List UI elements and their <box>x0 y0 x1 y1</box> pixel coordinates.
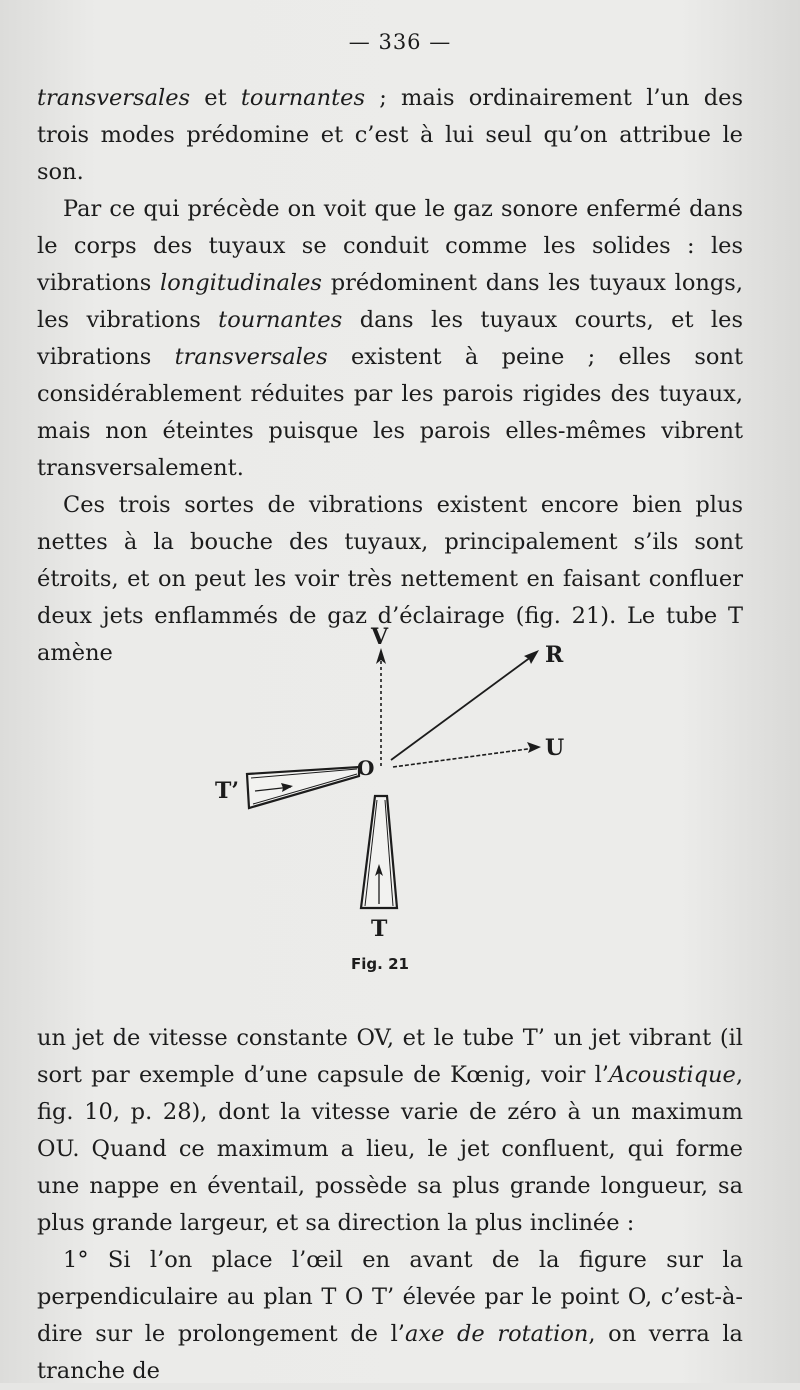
body-text-bottom <box>37 1020 743 1390</box>
arrowhead-u <box>527 742 541 753</box>
label-t: T <box>371 916 388 942</box>
label-t-prime: T’ <box>215 778 240 804</box>
body-text-top <box>37 80 743 672</box>
paragraph-p5: 1° Si l’on place l’œil en avant de la figure sur la perpendiculaire au plan T O T’ élevée par le point O, c’est-à-dire sur le prolongement de l’axe de rotation, on verra la tranche de <box>37 1247 743 1384</box>
paragraph-p1: transversales et tournantes ; mais ordinairement l’un des trois modes prédomine et c’est à lui seul qu’on attribue le son. <box>37 85 743 185</box>
tube-t <box>361 796 397 908</box>
vector-ou <box>393 748 535 767</box>
figure-caption: Fig. 21 <box>351 955 409 973</box>
label-o: O <box>357 756 375 780</box>
paragraph-p3: Ces trois sortes de vibrations existent encore bien plus nettes à la bouche des tuyaux, principalement s’ils sont étroits, et on peut les voir très nettement en faisant confluer deux jets enflammés de gaz d’éclairage (fig. 21). Le tube T amène <box>37 492 743 666</box>
figure-21-diagram <box>195 618 615 942</box>
label-u: U <box>545 735 565 761</box>
arrowhead-r <box>524 650 539 664</box>
label-v: V <box>371 624 389 650</box>
paragraph-p2: Par ce qui précède on voit que le gaz sonore enfermé dans le corps des tuyaux se conduit comme les solides : les vibrations longitudinales prédominent dans les tuyaux longs, les vibrations tournantes dans les tuyaux courts, et les vibrations transversales existent à peine ; elles sont considérablement réduites par les parois rigides des tuyaux, mais non éteintes puisque les parois elles-mêmes vibrent transversalement. <box>37 196 743 481</box>
tube-t-prime <box>247 767 359 808</box>
label-r: R <box>545 642 564 668</box>
vector-or <box>391 654 535 760</box>
page-number: — 336 — <box>348 30 452 54</box>
paragraph-p4: un jet de vitesse constante OV, et le tube T’ un jet vibrant (il sort par exemple d’une capsule de Kœnig, voir l’Acoustique, fig. 10, p. 28), dont la vitesse varie de zéro à un maximum OU. Quand ce maximum a lieu, le jet confluent, qui forme une nappe en éventail, possède sa plus grande longueur, sa plus grande largeur, et sa direction la plus inclinée : <box>37 1025 743 1236</box>
